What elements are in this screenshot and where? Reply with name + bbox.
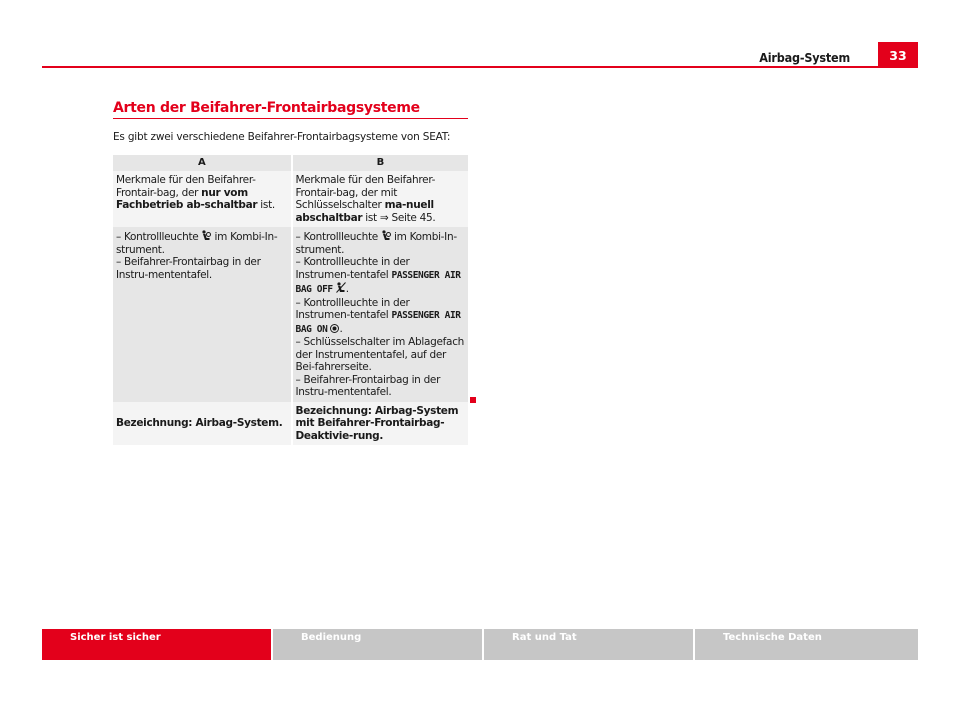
text-segment: – Beifahrer-Frontairbag in der Instru-mententafel. bbox=[116, 256, 261, 281]
column-a-header: A bbox=[113, 155, 291, 171]
table-header-row bbox=[113, 155, 468, 171]
section-end-marker bbox=[470, 397, 476, 403]
airbag-warning-icon bbox=[381, 230, 391, 241]
text-segment: . bbox=[339, 322, 343, 335]
chapter-title: Airbag-System bbox=[759, 50, 850, 65]
footer-nav bbox=[42, 629, 918, 660]
page-number: 33 bbox=[878, 42, 918, 68]
text-segment: ist. bbox=[257, 199, 275, 211]
text-segment: – Kontrollleuchte in der Instrumen-tentafel bbox=[295, 296, 410, 321]
text-segment: ist ⇒ Seite 45. bbox=[362, 211, 436, 224]
table-row bbox=[113, 171, 468, 227]
passenger-airbag-off-label: PASSENGER AIR BAG OFF bbox=[295, 269, 461, 295]
header-rule bbox=[42, 66, 918, 68]
text-segment: Merkmale für den Beifahrer-Frontair-bag, der mit Schlüsselschalter bbox=[295, 174, 436, 211]
table-row bbox=[113, 402, 468, 446]
heading-rule bbox=[113, 118, 468, 119]
cell-b-components bbox=[291, 227, 469, 402]
footer-tab-rat-und-tat[interactable]: Rat und Tat bbox=[484, 629, 693, 660]
cell-a-components bbox=[113, 227, 291, 402]
section-heading: Arten der Beifahrer-Frontairbagsysteme bbox=[113, 100, 420, 116]
intro-text: Es gibt zwei verschiedene Beifahrer-Frontairbagsysteme von SEAT: bbox=[113, 131, 451, 143]
column-b-header: B bbox=[291, 155, 469, 171]
text-bold: ma-nuell abschaltbar bbox=[295, 199, 434, 224]
footer-tab-technische-daten[interactable]: Technische Daten bbox=[695, 629, 918, 660]
airbag-warning-icon bbox=[201, 230, 211, 241]
text-segment: – Kontrollleuchte bbox=[295, 231, 381, 243]
table-row bbox=[113, 227, 468, 402]
text-segment: – Kontrollleuchte in der Instrumen-tentafel bbox=[295, 256, 410, 281]
cell-b-designation: Bezeichnung: Airbag-System mit Beifahrer-Frontairbag-Deaktivie-rung. bbox=[291, 402, 469, 446]
cell-b-features bbox=[291, 171, 469, 227]
footer-tab-bedienung[interactable]: Bedienung bbox=[273, 629, 482, 660]
text-segment: im Kombi-In-strument. bbox=[295, 231, 457, 256]
text-segment: – Kontrollleuchte bbox=[116, 231, 202, 243]
airbag-off-icon bbox=[336, 282, 346, 293]
cell-a-designation: Bezeichnung: Airbag-System. bbox=[113, 402, 291, 446]
text-segment: – Beifahrer-Frontairbag in der Instru-mententafel. bbox=[295, 373, 441, 398]
text-segment: im Kombi-In-strument. bbox=[116, 231, 278, 256]
cell-a-features bbox=[113, 171, 291, 227]
text-bold: nur vom Fachbetrieb ab-schaltbar bbox=[116, 186, 258, 211]
passenger-airbag-on-label: PASSENGER AIR BAG ON bbox=[295, 310, 461, 335]
text-segment: – Schlüsselschalter im Ablagefach der Instrumententafel, auf der Bei-fahrerseite. bbox=[295, 336, 465, 373]
footer-tab-sicher-ist-sicher[interactable]: Sicher ist sicher bbox=[42, 629, 271, 660]
text-segment: Merkmale für den Beifahrer-Frontair-bag, der bbox=[116, 174, 256, 199]
airbag-comparison-table bbox=[113, 155, 468, 445]
text-segment: . bbox=[345, 283, 349, 295]
